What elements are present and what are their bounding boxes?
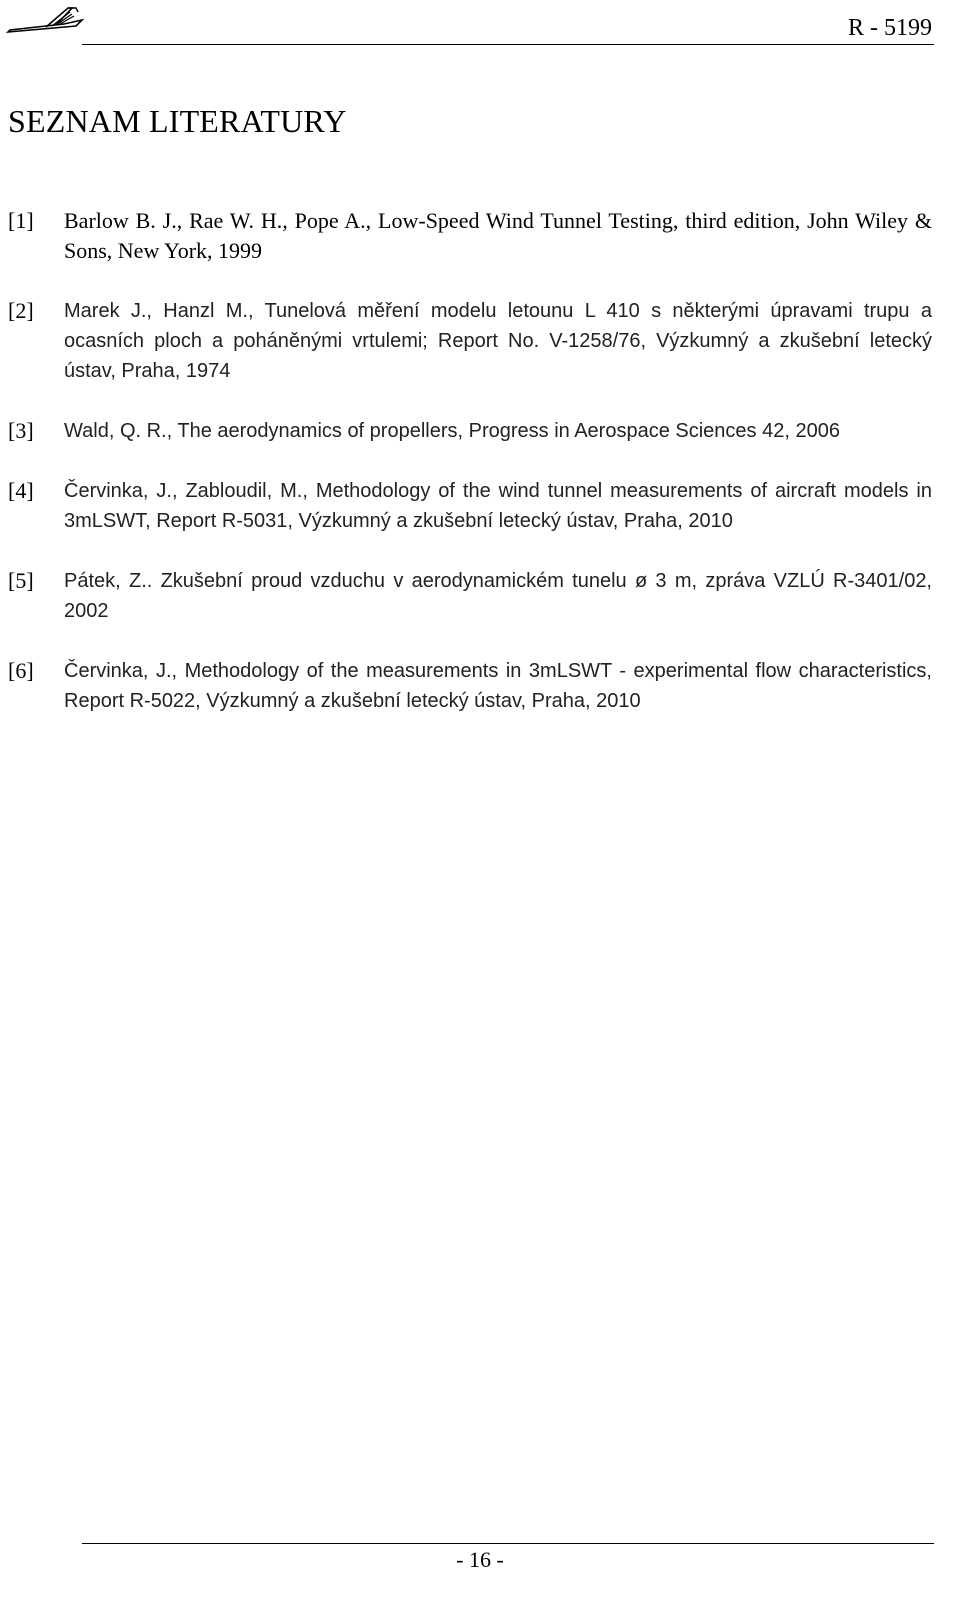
reference-item (8, 296, 932, 386)
reference-text: Wald, Q. R., The aerodynamics of propellers, Progress in Aerospace Sciences 42, 2006 (64, 420, 840, 442)
reference-number: [6] (8, 658, 34, 683)
reference-text: Barlow B. J., Rae W. H., Pope A., Low-Speed Wind Tunnel Testing, third edition, John Wiley & Sons, New York, 1999 (64, 208, 932, 263)
reference-item (8, 416, 932, 446)
reference-item (8, 566, 932, 626)
page-title: SEZNAM LITERATURY (8, 103, 347, 139)
reference-number: [3] (8, 418, 34, 443)
reference-item (8, 206, 932, 266)
reference-number: [4] (8, 478, 34, 503)
page-header (0, 0, 960, 48)
reference-list (8, 206, 932, 746)
report-number: R - 5199 (848, 15, 932, 41)
reference-text: Červinka, J., Methodology of the measurements in 3mLSWT - experimental flow characteristics, Report R-5022, Výzkumný a zkušební letecký ústav, Praha, 2010 (64, 660, 932, 712)
reference-number: [2] (8, 298, 34, 323)
vzlu-logo-icon (6, 2, 86, 42)
reference-text: Marek J., Hanzl M., Tunelová měření modelu letounu L 410 s některými úpravami trupu a ocasních ploch a poháněnými vrtulemi; Report No. V-1258/76, Výzkumný a zkušební letecký ústav, Praha, 1974 (64, 300, 932, 382)
reference-number: [1] (8, 208, 34, 233)
reference-item (8, 476, 932, 536)
reference-item (8, 656, 932, 716)
reference-text: Pátek, Z.. Zkušební proud vzduchu v aerodynamickém tunelu ø 3 m, zpráva VZLÚ R-3401/02, 2002 (64, 570, 932, 622)
reference-text: Červinka, J., Zabloudil, M., Methodology of the wind tunnel measurements of aircraft models in 3mLSWT, Report R-5031, Výzkumný a zkušební letecký ústav, Praha, 2010 (64, 480, 932, 532)
page-number: - 16 - (456, 1547, 504, 1572)
header-divider (82, 44, 934, 45)
reference-number: [5] (8, 568, 34, 593)
footer-divider (82, 1543, 934, 1544)
